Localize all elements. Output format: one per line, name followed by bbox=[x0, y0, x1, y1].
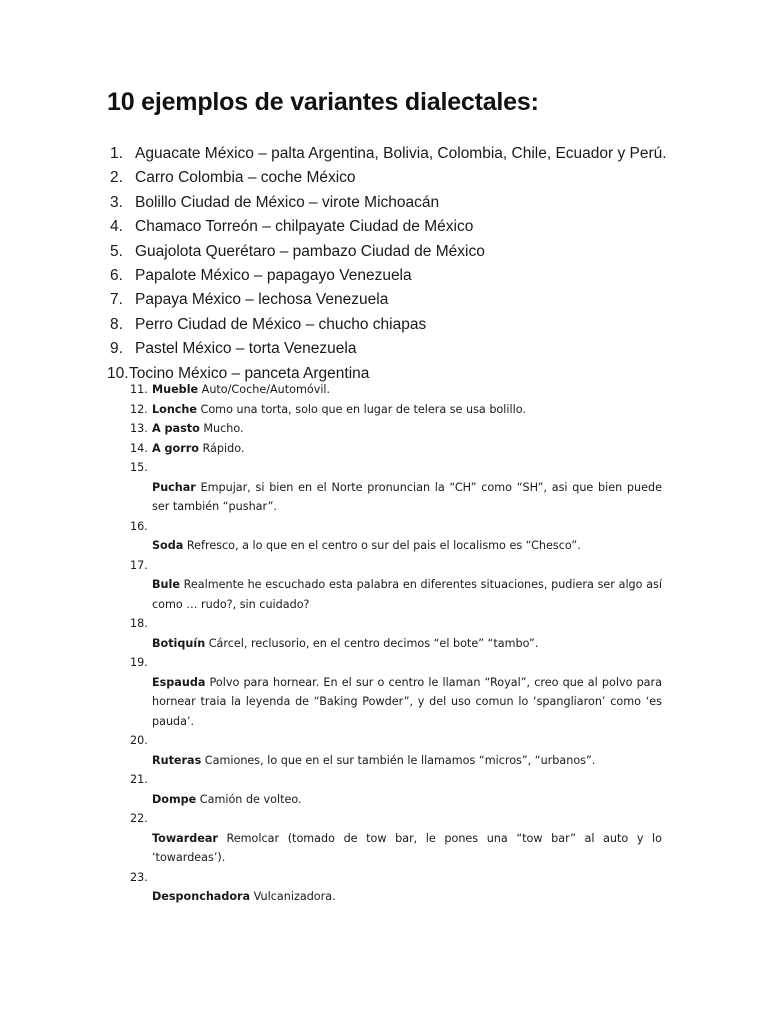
item-paragraph bbox=[152, 673, 662, 732]
item-definition: Refresco, a lo que en el centro o sur del pais el localismo es “Chesco”. bbox=[183, 539, 581, 552]
list-item bbox=[110, 288, 667, 312]
list-item bbox=[110, 264, 667, 288]
item-term: Towardear bbox=[152, 831, 218, 845]
item-number: 17. bbox=[130, 558, 148, 572]
item-definition: Como una torta, solo que en lugar de telera se usa bolillo. bbox=[196, 402, 526, 416]
list-item bbox=[110, 142, 667, 166]
item-term: Desponchadora bbox=[152, 890, 251, 903]
item-term: Bule bbox=[152, 578, 180, 591]
item-number-row bbox=[130, 809, 662, 829]
item-text: Bolillo Ciudad de México – virote Michoacán bbox=[135, 193, 440, 211]
item-text: Aguacate México – palta Argentina, Bolivia, Colombia, Chile, Ecuador y Perú. bbox=[135, 145, 667, 162]
item-text: Guajolota Querétaro – pambazo Ciudad de México bbox=[135, 242, 485, 260]
item-number-row bbox=[130, 868, 662, 888]
item-number: 2. bbox=[110, 169, 123, 187]
item-paragraph bbox=[152, 751, 662, 771]
list-item bbox=[130, 400, 662, 420]
list-item bbox=[130, 419, 662, 439]
item-term: Mueble bbox=[152, 383, 199, 396]
item-paragraph bbox=[152, 536, 662, 556]
item-term: Lonche bbox=[152, 402, 197, 416]
item-paragraph bbox=[152, 829, 662, 868]
item-paragraph bbox=[152, 478, 662, 517]
item-number: 12. bbox=[130, 402, 148, 416]
item-number: 9. bbox=[110, 340, 123, 358]
item-number-row bbox=[130, 653, 662, 673]
item-number-row bbox=[130, 517, 662, 537]
item-number: 4. bbox=[110, 218, 123, 236]
item-number: 20. bbox=[130, 734, 148, 747]
list-item bbox=[110, 337, 667, 361]
list-item bbox=[110, 240, 667, 264]
item-text: Papaya México – lechosa Venezuela bbox=[135, 291, 389, 309]
item-text: Tocino México – panceta Argentina bbox=[129, 364, 370, 382]
item-text: Carro Colombia – coche México bbox=[135, 169, 356, 187]
item-number: 15. bbox=[130, 461, 148, 474]
item-text: Papalote México – papagayo Venezuela bbox=[135, 266, 412, 284]
item-number-row bbox=[130, 614, 662, 634]
item-number: 1. bbox=[110, 145, 123, 162]
item-number: 21. bbox=[130, 773, 148, 786]
item-number-row bbox=[130, 556, 662, 576]
item-term: A pasto bbox=[152, 422, 200, 435]
secondary-list bbox=[130, 380, 662, 907]
item-number: 6. bbox=[110, 266, 123, 284]
list-item bbox=[130, 439, 662, 459]
list-item bbox=[130, 380, 662, 400]
item-number: 8. bbox=[110, 315, 123, 333]
item-definition: Realmente he escuchado esta palabra en diferentes situaciones, pudiera ser algo así como … rudo?, sin cuidado? bbox=[152, 578, 662, 611]
list-item bbox=[110, 166, 667, 190]
item-definition: Auto/Coche/Automóvil. bbox=[198, 383, 331, 396]
item-number: 19. bbox=[130, 656, 148, 669]
item-text: Perro Ciudad de México – chucho chiapas bbox=[135, 315, 427, 333]
item-number-row bbox=[130, 770, 662, 790]
item-number: 23. bbox=[130, 870, 148, 884]
item-number: 22. bbox=[130, 812, 148, 825]
item-number: 5. bbox=[110, 242, 123, 260]
item-term: A gorro bbox=[152, 441, 199, 455]
list-item bbox=[110, 215, 667, 239]
item-number: 11. bbox=[130, 383, 148, 396]
item-term: Soda bbox=[152, 539, 184, 552]
page-title: 10 ejemplos de variantes dialectales: bbox=[107, 88, 539, 116]
item-term: Dompe bbox=[152, 792, 197, 806]
item-definition: Polvo para hornear. En el sur o centro le llaman “Royal”, creo que al polvo para hornear traia la leyenda de “Baking Powder”, y del uso comun lo ‘spangliaron’ como ‘es pauda’. bbox=[152, 675, 662, 728]
item-number: 14. bbox=[130, 441, 148, 455]
list-item bbox=[110, 313, 667, 337]
item-definition: Rápido. bbox=[198, 441, 245, 455]
item-number: 18. bbox=[130, 617, 148, 630]
item-definition: Remolcar (tomado de tow bar, le pones una “tow bar” al auto y lo ‘towardeas’). bbox=[152, 831, 662, 864]
item-number-row bbox=[130, 731, 662, 751]
item-definition: Cárcel, reclusorio, en el centro decimos “el bote” “tambo”. bbox=[205, 636, 539, 650]
item-number-row bbox=[130, 458, 662, 478]
item-paragraph bbox=[152, 575, 662, 614]
item-number: 7. bbox=[110, 291, 123, 309]
item-term: Botiquín bbox=[152, 636, 206, 650]
item-number: 13. bbox=[130, 422, 148, 435]
item-number: 10. bbox=[107, 364, 129, 382]
item-definition: Camión de volteo. bbox=[196, 792, 302, 806]
item-definition: Empujar, si bien en el Norte pronuncian la “CH” como “SH”, asi que bien puede ser también “pushar”. bbox=[152, 480, 662, 513]
item-paragraph bbox=[152, 790, 662, 810]
item-definition: Camiones, lo que en el sur también le llamamos “micros”, “urbanos”. bbox=[201, 753, 596, 767]
item-paragraph bbox=[152, 634, 662, 654]
main-list bbox=[107, 142, 667, 386]
item-text: Pastel México – torta Venezuela bbox=[135, 340, 357, 358]
item-term: Espauda bbox=[152, 675, 206, 689]
item-paragraph bbox=[152, 887, 662, 907]
item-definition: Vulcanizadora. bbox=[250, 890, 336, 903]
item-number: 16. bbox=[130, 519, 148, 533]
item-text: Chamaco Torreón – chilpayate Ciudad de México bbox=[135, 218, 474, 236]
item-term: Puchar bbox=[152, 480, 196, 494]
item-number: 3. bbox=[110, 193, 123, 211]
list-item bbox=[110, 191, 667, 215]
item-definition: Mucho. bbox=[199, 422, 244, 435]
item-term: Ruteras bbox=[152, 753, 202, 767]
